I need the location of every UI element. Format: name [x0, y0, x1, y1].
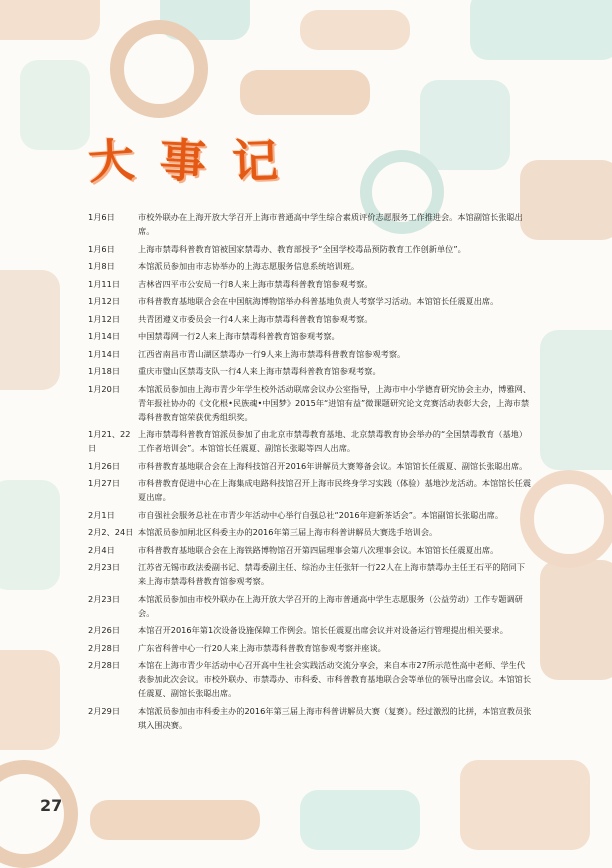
chronicle-entry — [88, 592, 533, 620]
entry-date: 2月1日 — [88, 509, 115, 520]
entry-text: 本馆派员参加由市校外联办在上海开放大学召开的上海市普通高中学生志愿服务（公益劳动）工作专题调研会。 — [138, 593, 523, 618]
entry-date: 1月27日 — [88, 478, 121, 488]
entry-date: 1月18日 — [88, 366, 121, 376]
chronicle-entry — [88, 508, 533, 522]
background-decoration — [520, 160, 612, 240]
background-decoration — [20, 60, 90, 150]
background-decoration — [300, 10, 410, 50]
entry-text: 广东省科普中心一行20人来上海市禁毒科普教育馆参观考察并座谈。 — [138, 642, 386, 653]
entry-text: 吉林省四平市公安局一行8人来上海市禁毒科普教育馆参观考察。 — [138, 278, 373, 289]
entry-text: 上海市禁毒科普教育馆被国家禁毒办、教育部授予“全国学校毒品预防教育工作创新单位”。 — [138, 243, 466, 254]
entry-text: 市科普教育促进中心在上海集成电路科技馆召开上海市民终身学习实践（体验）基地沙龙活动。本馆馆长任震夏出席。 — [138, 478, 532, 502]
entry-date: 2月23日 — [88, 593, 121, 604]
title-char: 事 — [158, 132, 210, 190]
entry-text: 市科普教育基地联合会在中国航海博物馆举办科普基地负责人考察学习活动。本馆馆长任震夏出席。 — [138, 296, 499, 306]
entry-date: 1月12日 — [88, 296, 121, 306]
chronicle-entry — [88, 347, 533, 361]
chronicle-entry — [88, 623, 533, 637]
background-decoration — [90, 800, 260, 840]
background-decoration — [540, 330, 612, 470]
chronicle-entry — [88, 382, 533, 424]
entry-date: 2月29日 — [88, 705, 121, 716]
entry-text: 江西省南昌市青山湖区禁毒办一行9人来上海市禁毒科普教育馆参观考察。 — [138, 348, 406, 359]
entry-text: 本馆召开2016年第1次设备设施保障工作例会。馆长任震夏出席会议并对设备运行管理提出相关要求。 — [138, 625, 508, 635]
background-decoration — [0, 270, 60, 390]
entry-text: 本馆在上海市青少年活动中心召开高中生社会实践活动交流分享会，来自本市27所示范性高中老师、学生代表参加此次会议。市校外联办、市禁毒办、市科委、市科普教育基地联合会等单位的领导出席会议。本馆馆长任震夏、副馆长张聪出席。 — [138, 660, 532, 698]
background-decoration — [0, 650, 60, 750]
chronicle-entry — [88, 210, 533, 238]
entry-text: 市校外联办在上海开放大学召开上海市普通高中学生综合素质评价志愿服务工作推进会。本馆副馆长张聪出席。 — [138, 212, 523, 236]
entry-date: 1月6日 — [88, 243, 115, 254]
entry-date: 2月4日 — [88, 544, 115, 555]
background-decoration — [0, 760, 78, 868]
entry-date: 1月20日 — [88, 383, 121, 394]
chronicle-list — [88, 210, 533, 735]
page-title — [88, 126, 280, 190]
entry-text: 上海市禁毒科普教育馆派员参加了由北京市禁毒教育基地、北京禁毒教育协会举办的“全国禁毒教育（基地）工作者培训会”。本馆馆长任震夏、副馆长张聪等四人出席。 — [138, 429, 528, 453]
entry-text: 本馆派员参加由市志协举办的上海志愿服务信息系统培训班。 — [138, 261, 360, 271]
chronicle-entry — [88, 242, 533, 256]
background-decoration — [520, 470, 612, 568]
entry-text: 市自强社会服务总社在市青少年活动中心举行自强总社“2016年迎新茶话会”。本馆副馆长张聪出席。 — [138, 509, 504, 520]
entry-date: 1月11日 — [88, 278, 121, 289]
title-char: 大 — [86, 132, 139, 190]
chronicle-entry — [88, 543, 533, 557]
entry-date: 1月12日 — [88, 313, 121, 324]
entry-text: 中国禁毒网一行2人来上海市禁毒科普教育馆参观考察。 — [138, 331, 340, 341]
entry-date: 1月14日 — [88, 331, 121, 341]
chronicle-entry — [88, 329, 533, 343]
entry-text: 江苏省无锡市政法委副书记、禁毒委副主任、综治办主任张轩一行22人在上海市禁毒办主任王石平的陪同下来上海市禁毒科普教育馆参观考察。 — [138, 562, 526, 586]
entry-date: 1月14日 — [88, 348, 121, 359]
background-decoration — [470, 0, 612, 60]
entry-text: 市科普教育基地联合会在上海铁路博物馆召开第四届理事会第八次理事会议。本馆馆长任震夏出席。 — [138, 544, 499, 555]
entry-text: 本馆派员参加闸北区科委主办的2016年第三届上海市科普讲解员大赛选手培训会。 — [138, 527, 438, 537]
entry-date: 2月26日 — [88, 625, 121, 635]
entry-date: 2月23日 — [88, 562, 121, 572]
background-decoration — [0, 480, 60, 590]
background-decoration — [540, 560, 612, 680]
chronicle-entry — [88, 641, 533, 655]
entry-text: 本馆派员参加由市科委主办的2016年第三届上海市科普讲解员大赛（复赛）。经过激烈的比拼，本馆宣教员张琪入围决赛。 — [138, 705, 532, 730]
chronicle-entry — [88, 476, 533, 504]
chronicle-entry — [88, 427, 533, 455]
background-decoration — [0, 0, 100, 40]
entry-text: 本馆派员参加由上海市青少年学生校外活动联席会议办公室指导，上海市中小学德育研究协会主办，博雅网、青年报社协办的《文化根•民族魂•中国梦》2015年“进馆有益”微课题研究论文竞赛活动表彰大会，上海市禁毒科普教育馆荣获优秀组织奖。 — [138, 383, 532, 422]
chronicle-entry — [88, 459, 533, 473]
chronicle-entry — [88, 525, 533, 539]
entry-date: 1月6日 — [88, 212, 115, 222]
background-decoration — [300, 790, 420, 850]
entry-date: 2月2、24日 — [88, 527, 134, 537]
entry-date: 1月8日 — [88, 261, 115, 271]
chronicle-entry — [88, 259, 533, 273]
chronicle-entry — [88, 277, 533, 291]
chronicle-entry — [88, 364, 533, 378]
chronicle-entry — [88, 560, 533, 588]
title-char: 记 — [231, 133, 282, 189]
entry-text: 共青团遵义市委员会一行4人来上海市禁毒科普教育馆参观考察。 — [138, 313, 373, 324]
entry-text: 重庆市璧山区禁毒支队一行4人来上海市禁毒科普教育馆参观考察。 — [138, 366, 381, 376]
background-decoration — [240, 70, 370, 115]
entry-date: 1月26日 — [88, 460, 121, 471]
entry-text: 市科普教育基地联合会在上海科技馆召开2016年讲解员大赛筹备会议。本馆馆长任震夏、副馆长张聪出席。 — [138, 460, 528, 471]
chronicle-entry — [88, 704, 533, 732]
entry-date: 2月28日 — [88, 660, 121, 670]
background-decoration — [460, 760, 590, 850]
chronicle-entry — [88, 658, 533, 700]
entry-date: 2月28日 — [88, 642, 121, 653]
chronicle-entry — [88, 294, 533, 308]
page-number: 27 — [40, 796, 63, 815]
background-decoration — [420, 80, 510, 170]
chronicle-entry — [88, 312, 533, 326]
entry-date: 1月21、22日 — [88, 429, 131, 453]
background-decoration — [110, 20, 208, 118]
